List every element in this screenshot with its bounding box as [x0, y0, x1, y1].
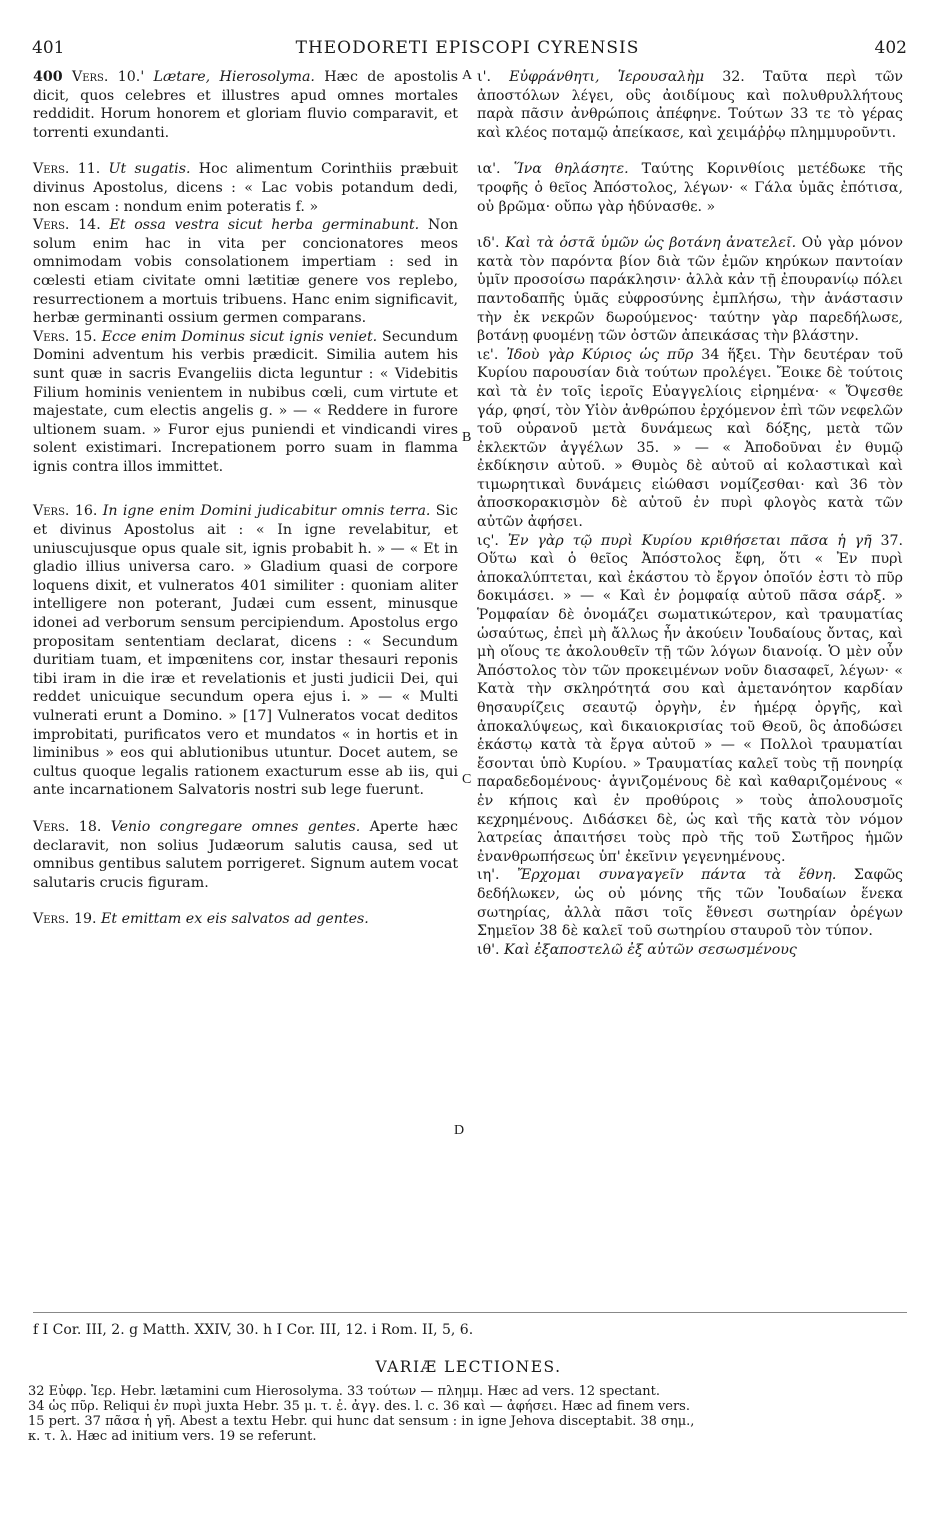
greek-para-19 — [477, 941, 903, 960]
verse-commentary: Secundum Domini adventum his verbis prædicit. Similia autem his sunt quæ in sacris Evangeliis dicta leguntur : « Videbitis Filium hominis venientem in nubibus cœli, cum virtute et majestate, cum electis angelis g. » — « Reddere in furore ultionem suam. » Furor ejus puniendi et vindicandi vires solent existimari. Increpationem porro suam in flamma ignis contra illos immittet. — [33, 328, 458, 475]
margin-letter-b: B — [462, 430, 472, 445]
latin-para-11 — [33, 160, 458, 216]
verse-label: ιε'. — [477, 346, 499, 363]
verse-label: Vers. 19. — [33, 911, 97, 928]
verse-lemma: Καὶ τὰ ὀστᾶ ὑμῶν ὡς βοτάνη ἀνατελεῖ. — [499, 235, 797, 252]
margin-letter-c: C — [462, 772, 472, 787]
verse-lemma: Ἐν γὰρ τῷ πυρὶ Κυρίου κριθήσεται πᾶσα ἡ γῆ — [498, 532, 872, 549]
greek-para-15 — [477, 346, 903, 532]
verse-lemma: In igne enim Domini judicabitur omnis terra. — [97, 503, 431, 520]
greek-para-14 — [477, 234, 903, 346]
verse-lemma: Ἔρχομαι συναγαγεῖν πάντα τὰ ἔθνη. — [499, 867, 837, 884]
varlect-line: 15 pert. 37 πᾶσα ἡ γῆ. Abest a textu Hebr. qui hunc dat sensum : in igne Jehova disceptabit. 38 σημ., — [28, 1414, 695, 1429]
latin-para-15 — [33, 328, 458, 477]
verse-lemma: Et emittam ex eis salvatos ad gentes. — [96, 911, 369, 928]
greek-para-16 — [477, 532, 903, 867]
footnote-divider — [33, 1312, 907, 1313]
margin-letter-d: D — [454, 1123, 465, 1138]
verse-label: Vers. 18. — [33, 818, 102, 835]
page-number-right: 402 — [874, 38, 907, 58]
page-header — [28, 38, 907, 60]
verse-label: ιδ'. — [477, 235, 500, 252]
verse-lemma: Venio congregare omnes gentes. — [101, 818, 361, 835]
verse-label: Vers. 10. — [71, 69, 141, 85]
latin-para-18 — [33, 818, 458, 892]
variae-lectiones-heading: VARIÆ LECTIONES. — [375, 1358, 562, 1376]
verse-commentary: Sic et divinus Apostolus ait : « In igne revelabitur, et uniuscujusque opus quale sit, ignis probabit h. » — « Et in gladio illius universa caro. » Gladium quasi de corpore loquens dixit, et vulneratos 401 similiter : quoniam aliter intelligere non poterant, Judæi cum essent, minusque idonei ad verborum sensum percipiendum. Apostolus ergo propositam sententiam declarat, dicens : « Secundum duritiam tuam, et impœnitens cor, instar thesauri reponis tibi iram in die iræ et revelationis et justi judicii Dei, qui reddet unicuique secundum opera ejus i. » — « Multi vulnerati erunt a Domino. » [17] Vulneratos vocat deditos improbitati, purificatos vero et mundatos « in hortis et in liminibus » eos qui ablutionibus utuntur. Docet autem, se cultus quoque legalis rationem exacturum esse ab iis, qui ante incarnationem Salvatoris nostri sub lege fuerunt. — [33, 503, 459, 799]
verse-lemma: Ἵνα θηλάσητε. — [500, 161, 629, 178]
verse-label: Vers. 15. — [33, 328, 97, 345]
verse-commentary: 34 ἥξει. Τὴν δευτέραν τοῦ Κυρίου παρουσίαν διὰ τούτων προλέγει. Ἔοικε δὲ τούτοις καὶ τὰ ἐν τοῖς ἱεροῖς Εὐαγγελίοις εἰρημένα· « Ὄψεσθε γάρ, φησί, τὸν Υἱὸν ἀνθρώπου ἐρχόμενον ἐπὶ τῶν νεφελῶν τοῦ οὐρανοῦ μετὰ δυνάμεως καὶ δόξης, μετὰ τῶν ἐκλεκτῶν ἀγγέλων 35. » — « Ἀποδοῦναι ἐν θυμῷ ἐκδίκησιν αὐτοῦ. » Θυμὸς δὲ αὐτοῦ αἱ κολαστικαὶ καὶ τιμωρητικαὶ δυνάμεις εἰώθασι νομίζεσθαι· καὶ 36 τὸν ἀποσκορακισμὸν δὲ αὐτοῦ ἐν πυρὶ φλογὸς κατὰ τῶν αὐτῶν ἀφήσει. — [477, 346, 903, 531]
verse-commentary: Non solum enim hac in vita per concionatores meos omnimodam vobis consolationem impertiam : sed in cœlesti etiam civitate omni lætitiæ genere vos replebo, resurrectionem a mortuis tribuens. Hanc enim significavit, herbæ germinanti ossium germen comparans. — [33, 217, 459, 327]
margin-letter-a: A — [462, 68, 473, 83]
verse-commentary: Hoc alimentum Corinthiis præbuit divinus Apostolus, dicens : « Lac vobis potandum dedi, non escam : nondum enim poteratis f. » — [33, 161, 458, 215]
verse-lemma: Ut sugatis. — [100, 161, 191, 178]
footnotes: f I Cor. III, 2. g Matth. XXIV, 30. h I Cor. III, 12. i Rom. II, 5, 6. — [33, 1322, 474, 1338]
greek-para-11 — [477, 160, 903, 216]
verse-label: Vers. 11. — [33, 161, 101, 178]
verse-commentary: Ταύτης Κορινθίοις μετέδωκε τῆς τροφῆς ὁ θεῖος Ἀπόστολος, λέγων· « Γάλα ὑμᾶς ἐπότισα, οὐ βρῶμα· οὔπω γὰρ ἠδύνασθε. » — [477, 161, 903, 215]
greek-column — [477, 68, 903, 959]
verse-commentary: Σαφῶς δεδήλωκεν, ὡς οὐ μόνης τῆς τῶν Ἰουδαίων ἕνεκα σωτηρίας, ἀλλὰ πᾶσι τοῖς ἔθνεσι σωτηρίαν ὀρέγων Σημεῖον 38 δὲ καλεῖ τοῦ σωτηρίου σταυροῦ τὸν τύπον. — [477, 867, 903, 940]
verse-lemma: Εὐφράνθητι, Ἱερουσαλὴμ — [490, 69, 705, 85]
verse-lemma: Ἰδοὺ γὰρ Κύριος ὡς πῦρ — [498, 346, 694, 363]
verse-commentary: Hæc de apostolis dicit, quos celebres et illustres apud omnes mortales reddidit. Horum honorem et gloriam fluvio comparavit, et torrenti exundanti. — [33, 69, 459, 141]
running-title: THEODORETI EPISCOPI CYRENSIS — [295, 38, 640, 58]
verse-lemma: Ecce enim Dominus sicut ignis veniet. — [96, 328, 378, 345]
variae-lectiones — [28, 1384, 907, 1444]
greek-para-18 — [477, 866, 903, 940]
verse-lemma: Et ossa vestra sicut herba germinabunt. — [100, 217, 420, 234]
verse-label: ιθ'. — [477, 941, 500, 958]
verse-label: ι'. — [477, 69, 491, 85]
verse-commentary: Aperte hæc declaravit, non solius Judæorum salutis causa, sed ut omnibus gentibus salutem porrigeret. Signum autem vocat salutaris crucis figuram. — [33, 818, 459, 891]
column-number: 400 — [33, 69, 63, 85]
varlect-line: 34 ὡς πῦρ. Reliqui ἐν πυρὶ juxta Hebr. 35 μ. τ. ἐ. ἀγγ. des. l. c. 36 καὶ — ἀφήσει. Hæc ad finem vers. — [28, 1399, 690, 1414]
verse-commentary: 32. Ταῦτα περὶ τῶν ἀποστόλων λέγει, οὓς ἀοιδίμους καὶ πολυθρυλλήτους παρὰ πᾶσιν ἀνθρώποις ἀπέφηνε. Τούτων 33 τε τὸ γέρας καὶ κλέος ποταμῷ ἀπείκασε, καὶ χειμάῤῥῳ πλημμυροῦντι. — [477, 69, 903, 141]
verse-label: ιη'. — [477, 867, 500, 884]
verse-label: ια'. — [477, 161, 501, 178]
latin-para-19 — [33, 910, 458, 929]
verse-commentary: Οὐ γὰρ μόνον κατὰ τὸν παρόντα βίον διὰ τῶν ἐμῶν κηρύκων παντοίαν ὑμῖν προσοίσω παράκλησιν· ἀλλὰ κἀν τῇ ἐπουρανίῳ πόλει παντοδαπῆς ὑμᾶς εὐφροσύνης ἐμπλήσω, τὴν ἀνάστασιν τὴν ἐκ νεκρῶν δωρούμενος· ταύτην γὰρ παρεδήλωσε, βοτάνῃ φυομένῃ τῶν ὀστῶν ἀπεικάσας τὴν βλάστην. — [477, 235, 903, 345]
greek-para-10 — [477, 68, 903, 142]
varlect-line: 32 Εὐφρ. Ἱερ. Hebr. lætamini cum Hierosolyma. 33 τούτων — πλημμ. Hæc ad vers. 12 spectant. — [28, 1384, 660, 1399]
verse-label: ις'. — [477, 532, 499, 549]
latin-para-14 — [33, 216, 458, 328]
verse-commentary: 37. Οὕτω καὶ ὁ θεῖος Ἀπόστολος ἔφη, ὅτι « Ἐν πυρὶ ἀποκαλύπτεται, καὶ ἑκάστου τὸ ἔργον ὁποῖόν ἐστι τὸ πῦρ δοκιμάσει. » — « Καὶ ἐν ῥομφαίᾳ αὐτοῦ πᾶσα σάρξ. » Ῥομφαίαν δὲ ὀνομάζει σωματικώτερον, καὶ τραυματίας ὡσαύτως, ἐπεὶ μὴ ἄλλως ἦν ἀκούειν Ἰουδαίους ὄντας, καὶ μὴ οἵους τε ἀκολουθεῖν τῇ τῶν λόγων διανοίᾳ. Ὁ μὲν οὖν Ἀπόστολος τὸν τῶν προκειμένων νοῦν διασαφεῖ, λέγων· « Κατὰ τὴν σκληρότητά σου καὶ ἀμετανόητον καρδίαν θησαυρίζεις σεαυτῷ ὀργὴν, ἐν ἡμέρᾳ ὀργῆς, καὶ ἀποκαλύψεως, καὶ δικαιοκρισίας τοῦ Θεοῦ, ὃς ἀποδώσει ἑκάστῳ κατὰ τὰ ἔργα αὐτοῦ » — « Πολλοὶ τραυματίαι ἔσονται ὑπὸ Κυρίου. » Τραυματίας καλεῖ τοὺς τῇ πονηρίᾳ παραδεδομένους· ἁγνιζομένους δὲ καὶ καθαριζομένους « ἐν κήποις καὶ ἐν προθύροις » τοὺς ἀπολουσμοῖς κεχρημένους. Διδάσκει δὲ, ὡς καὶ τῆς κατὰ τὸν νόμον λατρείας ἀπαιτήσει τοὺς πρὸ τῆς τοῦ Σωτῆρος ἡμῶν ἐνανθρωπήσεως ὑπ' ἐκεῖνιν γεγενημένους. — [477, 532, 904, 865]
latin-column — [33, 68, 458, 929]
verse-label: Vers. 16. — [33, 503, 98, 520]
varlect-line: κ. τ. λ. Hæc ad initium vers. 19 se referunt. — [28, 1429, 317, 1444]
verse-lemma: ' Lætare, Hierosolyma. — [140, 69, 315, 85]
verse-label: Vers. 14. — [33, 217, 101, 234]
latin-para-10 — [33, 68, 458, 142]
page-number-left: 401 — [32, 38, 65, 58]
latin-para-16 — [33, 502, 458, 800]
verse-lemma: Καὶ ἐξαποστελῶ ἐξ αὐτῶν σεσωσμένους — [499, 941, 797, 958]
